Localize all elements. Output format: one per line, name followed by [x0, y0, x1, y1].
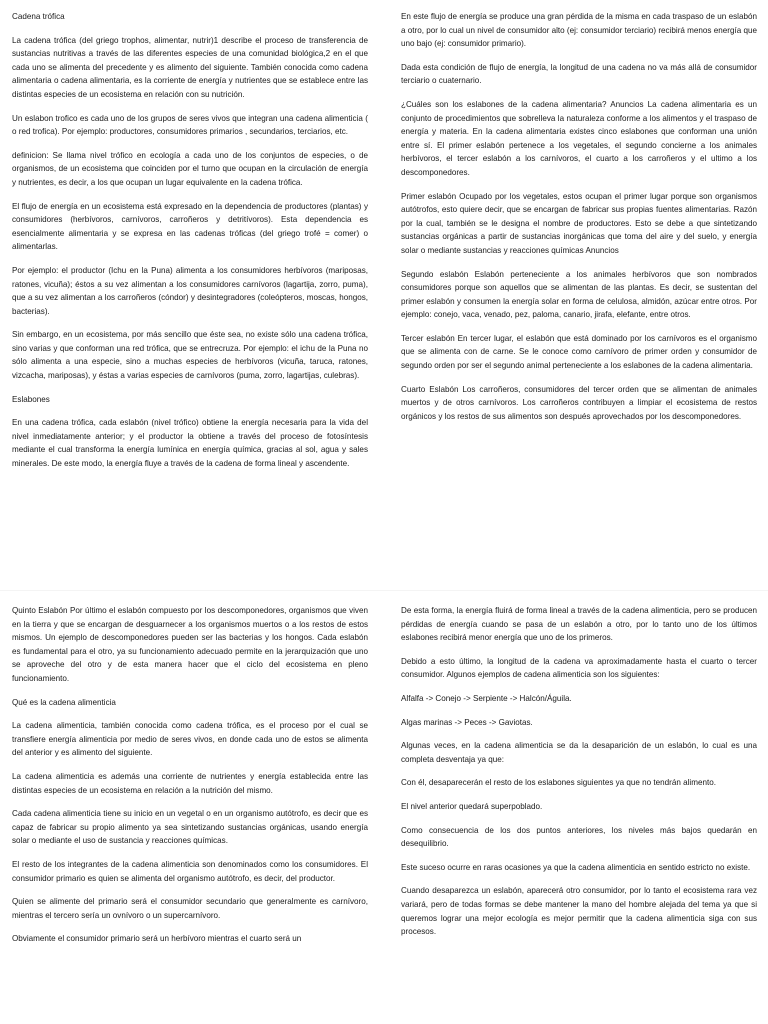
paragraph: En este flujo de energía se produce una gran pérdida de la misma en cada traspaso de un eslabón a otro, por lo cual un nivel de consumidor alto (ej: consumidor terciario) recibirá menos energía que uno bajo (ej: consumidor primario). [401, 12, 757, 49]
top-right-column [401, 10, 757, 433]
paragraph: Debido a esto último, la longitud de la cadena va aproximadamente hasta el cuarto o tercer consumidor. Algunos ejemplos de cadena alimenticia son los siguientes: [401, 656, 757, 680]
paragraph: Como consecuencia de los dos puntos anteriores, los niveles más bajos quedarán en desequilibrio. [401, 825, 757, 849]
food-chain-example: Alfalfa -> Conejo -> Serpiente -> Halcón/Águila. [401, 693, 572, 703]
paragraph: El nivel anterior quedará superpoblado. [401, 801, 543, 811]
paragraph: El flujo de energía en un ecosistema está expresado en la dependencia de productores (plantas) y consumidores (herbívoros, carnívoros, carroñeros y detritívoros). Esta dependencia es esencialmente alimentaria y se expresa en las cadenas tróficas (del griego trofé = comer) o alimentarlas. [12, 201, 368, 252]
heading-cadena-trofica: Cadena trófica [12, 12, 65, 21]
paragraph: La cadena alimenticia, también conocida como cadena trófica, es el proceso por el cual se transfiere energía alimenticia por medio de seres vivos, en donde cada uno de estos se alimenta del anterior y es alimento del siguiente. [12, 721, 368, 758]
paragraph: Quien se alimente del primario será el consumidor secundario que generalmente es carnívoro, mientras el tercero sería un ovnívoro o un supercarnívoro. [12, 897, 368, 920]
paragraph: Este suceso ocurre en raras ocasiones ya que la cadena alimenticia en sentido estricto no existe. [401, 862, 751, 872]
paragraph: La cadena alimenticia es además una corriente de nutrientes y energía establecida entre las distintas especies de un ecosistema en relación a la nutrición del mismo. [12, 771, 368, 795]
bottom-left-column [12, 604, 368, 956]
paragraph: Obviamente el consumidor primario será un herbívoro mientras el cuarto será un [12, 934, 302, 944]
top-left-column [12, 10, 368, 481]
paragraph: Segundo eslabón Eslabón perteneciente a los animales herbívoros que son nombrados consumidores porque son aquellos que se alimentan de las plantas. Es decir, se sustentan del primer eslabón y consumen la energía solar en forma de celulosa, almidón, azúcar entre otros. Por ejemplo: conejo, vaca, venado, pez, paloma, canario, jirafa, elefante, entre otros. [401, 269, 757, 320]
food-chain-example: Algas marinas -> Peces -> Gaviotas. [401, 717, 533, 727]
page-divider [0, 590, 768, 591]
paragraph: Sin embargo, en un ecosistema, por más sencillo que éste sea, no existe sólo una cadena trófica, sino varias y que conforman una red trófica, que se entrecruza. Por ejemplo: el ichu de la Puna no sólo alimenta a una especie, sino a muchas especies de herbívoros (vicuña, taruca, ratones, vizcacha, mariposas), y éstas a varias especies de carnívoros (puma, zorro, lagartijas, culebras). [12, 330, 368, 381]
bottom-right-column [401, 604, 757, 949]
paragraph: El resto de los integrantes de la cadena alimenticia son denominados como los consumidores. El consumidor primario es quien se alimenta del organismo autótrofo, es decir, del productor. [12, 859, 368, 883]
paragraph: Por ejemplo: el productor (Ichu en la Puna) alimenta a los consumidores herbívoros (mariposas, ratones, vicuña); éstos a su vez alimentan a los consumidores carnívoros (lagartija, zorro, puma), que a su vez alimentan a los carroñeros (cóndor) y desintegradores (coleópteros, moscas, hongos, bacterias). [12, 265, 368, 316]
paragraph: definicion: Se llama nivel trófico en ecología a cada uno de los conjuntos de especies, o de organismos, de un ecosistema que coinciden por el turno que ocupan en la circulación de energía y nutrientes, es decir, a los que ocupan un lugar equivalente en la cadena trófica. [12, 150, 368, 187]
heading-eslabones: Eslabones [12, 394, 50, 404]
paragraph: Primer eslabón Ocupado por los vegetales, estos ocupan el primer lugar porque son organismos autótrofos, esto quiere decir, que se encargan de fabricar sus propias fuentes alimentarias. Razón por la cual, también se le designa el nombre de productores. Esto se debe a que sintetizando sustancias orgánicas a partir de sustancias inorgánicas que toma del aire y del suelo, y energía solar o mediante sustancias y reacciones químicas Anuncios [401, 191, 757, 255]
paragraph: Cada cadena alimenticia tiene su inicio en un vegetal o en un organismo autótrofo, es decir que es capaz de fabricar su propio alimento ya sea sintetizando sustancias orgánicas, usando energía solar o mediante el uso de sustancia y reacciones químicas. [12, 809, 368, 846]
paragraph: Tercer eslabón En tercer lugar, el eslabón que está dominado por los carnívoros es el organismo que se alimenta con de carne. Se le conoce como carnívoro de primer orden y consumidor de segundo orden por ser el segundo animal perteneciente a los eslabones de la cadena alimentaria. [401, 333, 757, 371]
paragraph: Un eslabon trofico es cada uno de los grupos de seres vivos que integran una cadena alimenticia ( o red trofica). Por ejemplo: productores, consumidores primarios , secundarios, terciarios, etc. [12, 113, 368, 137]
paragraph: ¿Cuáles son los eslabones de la cadena alimentaria? Anuncios La cadena alimentaria es un conjunto de procedimientos que sobrelleva la naturaleza conforme a los alimentos y el traspaso de energía y materia. En la cadena alimentaria existes cinco eslabones que conforman una unión entre sí. El primer eslabón pertenece a los vegetales, el segundo concierne a los animales herbívoros, el tercer eslabón a los carnívoros, el cuarto a los carroñeros y el ultimo a los descomponedores. [401, 99, 757, 177]
paragraph: La cadena trófica (del griego trophos, alimentar, nutrir)1 describe el proceso de transferencia de sustancias nutritivas a través de las diferentes especies de una comunidad biológica,2 en el que cada uno se alimenta del precedente y es alimento del siguiente. También conocida como cadena alimentaria o cadena alimentaria, es la corriente de energía y nutrientes que se establece entre las distintas especies de un ecosistema en relación con su nutrición. [12, 35, 368, 99]
paragraph: Dada esta condición de flujo de energía, la longitud de una cadena no va más allá de consumidor terciario o cuaternario. [401, 62, 757, 86]
paragraph: Con él, desaparecerán el resto de los eslabones siguientes ya que no tendrán alimento. [401, 778, 716, 788]
heading-que-es-la-cadena-alimenticia: Qué es la cadena alimenticia [12, 697, 116, 707]
paragraph: De esta forma, la energía fluirá de forma lineal a través de la cadena alimenticia, pero se producen pérdidas de energía cuando se pasa de un eslabón a otro, por lo tanto uno de los últimos eslabones recibirá menor energía que uno de los primeros. [401, 606, 757, 643]
paragraph: Quinto Eslabón Por último el eslabón compuesto por los descomponedores, organismos que viven en la tierra y que se encargan de desguarnecer a los organismos muertos o a los restos de estos mismos. Un ejemplo de descomponedores pueden ser las bacterias y los hongos. Cada eslabón es fundamental para el otro, ya su funcionamiento adecuado permite en la jerarquización que uno se aproveche del otro y de esta manera hacer que el ciclo del ecosistema en pleno funcionamiento. [12, 606, 368, 683]
paragraph: Cuarto Eslabón Los carroñeros, consumidores del tercer orden que se alimentan de animales muertos y de otros carnívoros. Los carroñeros contribuyen a limpiar el ecosistema de restos orgánicos y los restos de sus alimentos son después aprovechados por los descomponedores. [401, 384, 757, 421]
paragraph: En una cadena trófica, cada eslabón (nivel trófico) obtiene la energía necesaria para la vida del nivel inmediatamente anterior; y el productor la obtiene a través del proceso de fotosíntesis mediante el cual transforma la energía lumínica en energía química, gracias al sol, agua y sales minerales. De este modo, la energía fluye a través de la cadena de forma lineal y ascendente. [12, 418, 368, 469]
paragraph: Cuando desaparezca un eslabón, aparecerá otro consumidor, por lo tanto el ecosistema rara vez variará, pero de todas formas se debe mantener la mano del hombre alejada del tema ya que si queremos lograr una mejor ecología es mejor permitir que la cadena alimenticia siga con sus procesos. [401, 886, 757, 937]
paragraph: Algunas veces, en la cadena alimenticia se da la desaparición de un eslabón, lo cual es una completa desventaja ya que: [401, 741, 757, 764]
